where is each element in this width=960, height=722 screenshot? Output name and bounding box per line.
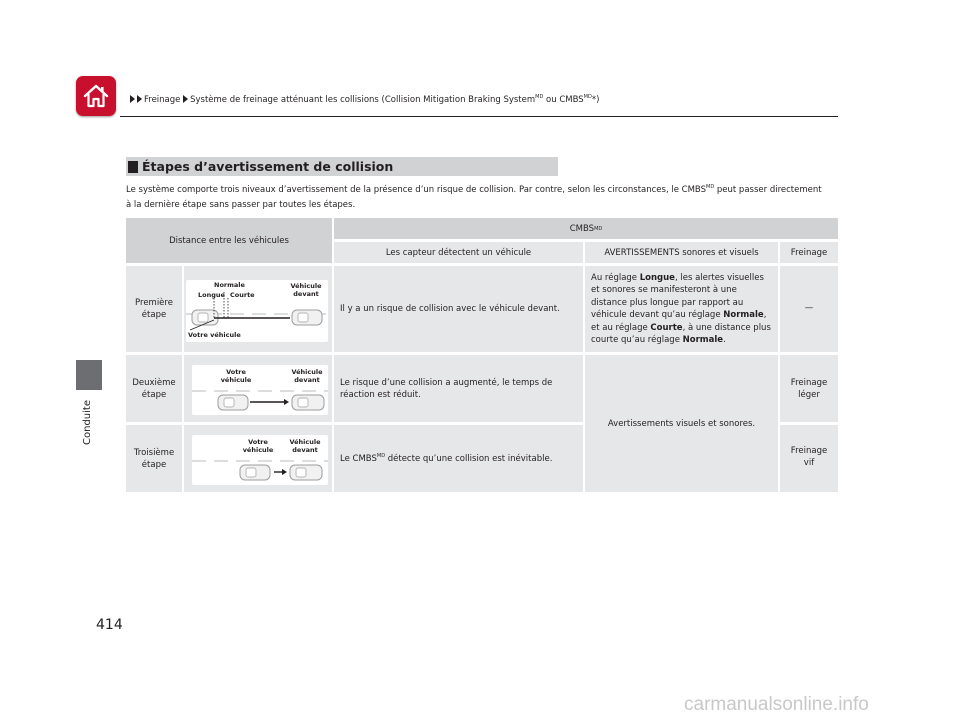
front-vehicle-label: Véhicule devant [290, 282, 322, 298]
header-cmbs-label: CMBS [569, 223, 595, 234]
breadcrumb-arrow-icon [137, 95, 142, 103]
section-heading [126, 157, 558, 176]
braking-cell-2 [780, 355, 838, 422]
header-alerts [585, 242, 778, 263]
alert-cell-merged [585, 355, 778, 492]
table-row-stage-2 [126, 355, 182, 422]
intro-text: peut passer directement à la dernière étape sans passer par toutes les étapes. [126, 185, 822, 210]
breadcrumb-arrow-icon [130, 95, 135, 103]
breadcrumb-arrow-icon [183, 95, 188, 103]
alert-text: Au réglage Longue, les alertes visuelles et sonores se manifesteront à une distance plus longue par rapport au véhicule devant qu’au réglage Normale, et au réglage Courte, à une distance plus courte qu’au réglage Normale. [591, 272, 771, 345]
intro-text: Le système comporte trois niveaux d’avertissement de la présence d’un risque de collision. Par contre, selon les circonstances, le CMBS [126, 185, 707, 195]
table-row-stage-1 [126, 266, 182, 352]
sensor-text: Le risque d’une collision a augmenté, le temps de réaction est réduit. [340, 377, 553, 400]
header-sensors [334, 242, 583, 263]
stage-2-illustration [192, 365, 328, 415]
sensor-cell-2 [334, 355, 583, 422]
sensor-text: Il y a un risque de collision avec le véhicule devant. [340, 304, 560, 314]
braking-value: Freinage léger [790, 378, 828, 400]
breadcrumb-tail: *) [591, 95, 600, 105]
header-distance [126, 218, 332, 263]
illustration-cell-2 [184, 355, 332, 422]
braking-value: Freinage vif [790, 446, 828, 468]
header-braking [780, 242, 838, 263]
front-vehicle-label: Véhicule devant [289, 438, 321, 454]
header-rule [120, 116, 838, 117]
breadcrumb [130, 95, 599, 105]
stage-label: Troisième étape [133, 447, 175, 470]
arrow-icon [284, 399, 289, 405]
intro-paragraph [126, 183, 826, 213]
your-vehicle-label: Votre véhicule [188, 331, 241, 339]
section-title: Étapes d’avertissement de collision [142, 159, 394, 174]
breadcrumb-item-cmbs[interactable]: Système de freinage atténuant les collisions (Collision Mitigation Braking System [190, 95, 536, 105]
stage-label: Première étape [135, 298, 173, 320]
braking-cell-1 [780, 266, 838, 352]
stage-3-illustration [192, 435, 328, 485]
stage-1-illustration [186, 280, 328, 342]
short-label: Courte [230, 291, 255, 299]
alert-text: Avertissements visuels et sonores. [607, 418, 756, 429]
stage-label: Deuxième étape [132, 377, 176, 400]
illustration-cell-1 [184, 266, 332, 352]
normal-label: Normale [214, 281, 245, 289]
breadcrumb-mid: ou CMBS [543, 95, 584, 105]
sensor-text: Le $CMBS^{MD}$ détecte qu’une collision est inévitable. [340, 452, 553, 464]
your-vehicle-label: Votre véhicule [242, 438, 274, 454]
sidebar-section-tab[interactable] [76, 360, 102, 390]
long-label: Longue [198, 291, 225, 299]
your-vehicle-label: Votre véhicule [220, 368, 252, 384]
header-braking-label: Freinage [790, 247, 828, 258]
header-cmbs: CMBS MD [334, 218, 838, 239]
arrow-icon [282, 469, 287, 475]
breadcrumb-item-braking[interactable]: Freinage [144, 95, 181, 105]
sensor-cell-3 [334, 425, 583, 492]
alert-cell-1 [585, 266, 778, 352]
braking-value: — [804, 303, 814, 313]
front-vehicle-label: Véhicule devant [291, 368, 323, 384]
sensor-cell-1 [334, 266, 583, 352]
table-row-stage-3 [126, 425, 182, 492]
trademark-sup: MD [706, 184, 715, 191]
trademark-sup: MD [535, 94, 544, 101]
home-icon [82, 83, 110, 109]
home-button[interactable] [76, 76, 116, 116]
header-alerts-label: AVERTISSEMENTS sonores et visuels [604, 247, 759, 258]
braking-cell-3 [780, 425, 838, 492]
sidebar-section-label: Conduite [82, 400, 93, 445]
section-marker-icon [128, 161, 138, 173]
header-distance-label: Distance entre les véhicules [169, 235, 289, 246]
page-number: 414 [96, 617, 123, 633]
header-sensors-label: Les capteur détectent un véhicule [385, 247, 532, 258]
trademark-sup: MD [583, 94, 592, 101]
watermark: carmanualsonline.info [684, 694, 869, 715]
illustration-cell-3 [184, 425, 332, 492]
